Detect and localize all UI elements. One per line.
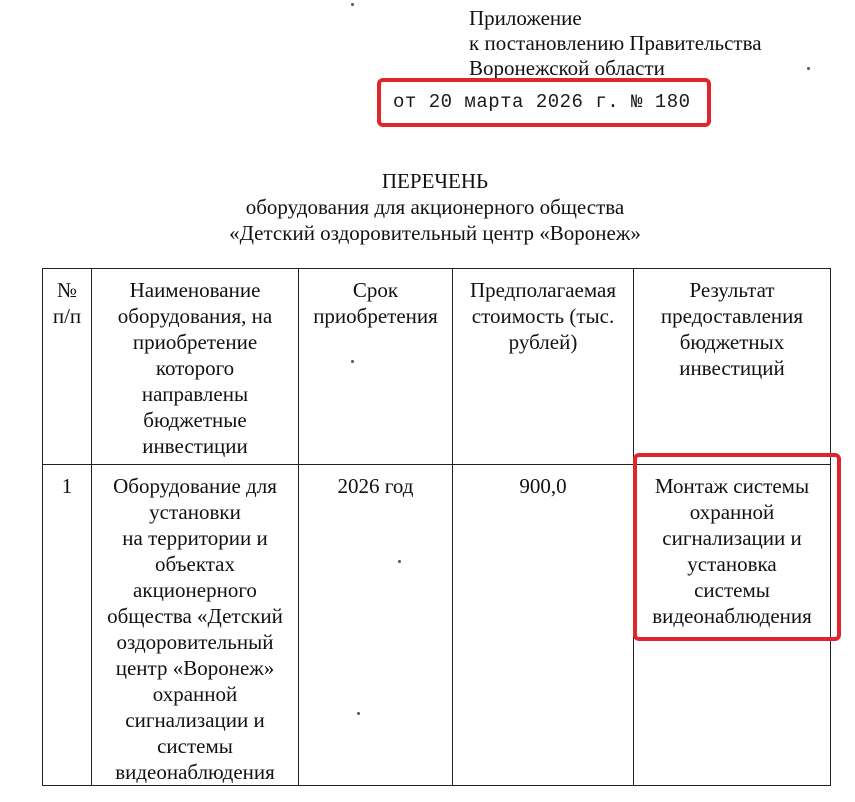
cell-text-line: Наименование (129, 278, 261, 302)
cell-text-line: Оборудование для (113, 474, 277, 498)
cell-text-line: видеонаблюдения (115, 760, 275, 784)
header-estimated-cost (453, 269, 634, 465)
header-result (634, 269, 831, 465)
title-line-2: оборудования для акционерного общества (245, 195, 625, 219)
cell-text-line: Предполагаемая (469, 278, 617, 302)
cell-text-line: установка (687, 552, 777, 576)
appendix-line-3: Воронежской области (469, 56, 665, 80)
scan-speck (807, 67, 810, 70)
title-line-1: ПЕРЕЧЕНЬ (381, 169, 489, 193)
cell-text-line: приобретение (132, 330, 258, 354)
cell-text-line: сигнализации и (125, 708, 265, 732)
row-equipment-name (92, 465, 299, 786)
scan-speck (351, 3, 354, 6)
document-title (0, 168, 855, 246)
row-purchase-term: 2026 год (299, 465, 453, 786)
cell-text-line: приобретения (313, 304, 438, 328)
cell-text-line: оздоровительный (116, 630, 274, 654)
scan-speck (357, 712, 360, 715)
cell-text-line: бюджетных (679, 330, 785, 354)
scan-speck (351, 360, 354, 363)
appendix-block (469, 6, 762, 81)
cell-text-line: охранной (152, 682, 238, 706)
cell-text-line: общества «Детский (107, 604, 283, 628)
appendix-line-2: к постановлению Правительства (469, 31, 762, 55)
cell-text-line: сигнализации и (662, 526, 802, 550)
cell-text-line: установки (149, 500, 241, 524)
row-number: 1 (43, 465, 92, 786)
cell-text-line: охранной (689, 500, 775, 524)
cell-text-line: системы (694, 578, 770, 602)
cell-text-line: № (56, 278, 78, 302)
header-number (43, 269, 92, 465)
cell-text-line: бюджетные (143, 408, 247, 432)
resolution-date-number: от 20 марта 2026 г. № 180 (393, 91, 691, 113)
cell-text-line: на территории и (122, 526, 268, 550)
cell-text-line: Срок (352, 278, 399, 302)
table-header-row (43, 269, 831, 465)
cell-text-line: инвестиций (679, 356, 785, 380)
cell-text-line: п/п (52, 304, 82, 328)
appendix-line-1: Приложение (469, 6, 582, 30)
cell-text-line: стоимость (тыс. (471, 304, 615, 328)
cell-text-line: акционерного (133, 578, 257, 602)
cell-text-line: которого (155, 356, 235, 380)
scan-speck (398, 560, 401, 563)
cell-text-line: центр «Воронеж» (115, 656, 275, 680)
cell-text-line: системы (157, 734, 233, 758)
cell-text-line: направлены (141, 382, 249, 406)
cell-text-line: оборудования, на (117, 304, 273, 328)
cell-text-line: Результат (689, 278, 775, 302)
cell-text-line: объектах (154, 552, 236, 576)
cell-text-line: инвестиции (142, 434, 248, 458)
cell-text-line: Монтаж системы (654, 474, 810, 498)
row-estimated-cost: 900,0 (453, 465, 634, 786)
cell-text-line: рублей) (508, 330, 578, 354)
header-purchase-term (299, 269, 453, 465)
cell-text-line: предоставления (660, 304, 804, 328)
result-highlight-box (633, 453, 841, 641)
header-equipment-name (92, 269, 299, 465)
cell-text-line: видеонаблюдения (652, 604, 812, 628)
date-highlight-box (377, 78, 711, 127)
title-line-3: «Детский оздоровительный центр «Воронеж» (229, 221, 641, 245)
